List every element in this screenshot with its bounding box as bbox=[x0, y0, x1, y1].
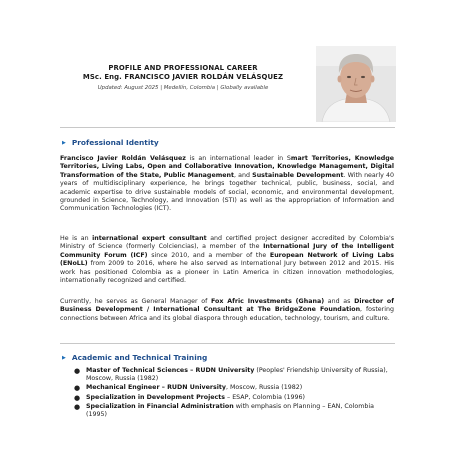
identity-paragraph-2 bbox=[60, 235, 394, 285]
portrait-image bbox=[316, 46, 396, 122]
document-header bbox=[48, 64, 318, 91]
bullet-dot-icon: ● bbox=[74, 367, 81, 375]
bullet-dot-icon: ● bbox=[74, 384, 81, 393]
bold-text-run: Master of Technical Sciences – RUDN University bbox=[86, 367, 255, 374]
triangle-right-icon: ▶ bbox=[62, 139, 66, 146]
text-run: and certified project designer accredited by Colombia's Ministry of Science (formerly Colciencias), a member of the bbox=[60, 235, 394, 251]
academic-list bbox=[74, 367, 394, 420]
text-run: and as bbox=[324, 298, 355, 305]
text-run: is an international leader in S bbox=[185, 155, 291, 162]
text-run: – ESAP, Colombia (1996) bbox=[225, 393, 305, 401]
bold-text-run: Director of Business Development / International Consultant at The BridgeZone Foundation bbox=[60, 298, 394, 314]
bold-text-run: Mechanical Engineer – RUDN University bbox=[86, 384, 226, 392]
bullet-dot-icon: ● bbox=[74, 393, 81, 402]
header-updated: Updated: August 2025 | Medellín, Colombia | Globally available bbox=[97, 85, 269, 91]
identity-paragraph-3 bbox=[60, 298, 394, 323]
bold-text-run: Specialization in Development Projects bbox=[86, 393, 226, 401]
bold-text-run: Fox Afric Investments (Ghana) bbox=[211, 298, 325, 305]
bold-text-run: Sustainable Development bbox=[252, 171, 344, 179]
list-item bbox=[74, 403, 394, 419]
triangle-right-icon: ▶ bbox=[62, 354, 66, 361]
bold-text-run: Francisco Javier Roldán Velásquez bbox=[60, 155, 186, 162]
list-item bbox=[74, 367, 394, 383]
identity-paragraph-1 bbox=[60, 155, 394, 214]
list-item bbox=[74, 384, 394, 392]
text-run: with emphasis on Planning – EAN, Colombia (1995) bbox=[86, 402, 374, 419]
divider bbox=[60, 343, 395, 344]
section-title-text: Academic and Technical Training bbox=[71, 353, 208, 362]
bold-text-run: European Network of Living Labs (ENoLL) bbox=[60, 251, 394, 268]
text-run: . With nearly 40 years of multidisciplinary experience, he brings together technical, public, business, social, and academic expertise to drive sustainable models of social, economic, and environmental development, grounded in Science, Technology, and Innovation (STI) as well as the appropriation of Information and Communication Technologies (ICT). bbox=[60, 171, 394, 213]
text-run: from 2009 to 2016, where he also served as International Jury between 2012 and 2015. His work has positioned Colombia as a pioneer in Latin America in citizen innovation methodologies, internationally recognized and certified. bbox=[60, 260, 394, 285]
text-run: , and bbox=[234, 171, 253, 179]
list-item bbox=[74, 394, 394, 402]
section-title-text: Professional Identity bbox=[71, 138, 159, 147]
bold-text-run: international expert consultant bbox=[92, 235, 207, 242]
bold-text-run: mart Territories, Knowledge Territories, Living Labs, Open and Collaborative Innovation, Knowledge Management, Digital Transformation of the State, Public Management bbox=[60, 155, 395, 179]
text-run: , Moscow, Russia (1982) bbox=[226, 384, 303, 392]
section-title-professional-identity bbox=[62, 138, 159, 147]
text-run: He is an bbox=[60, 235, 93, 242]
header-title: PROFILE AND PROFESSIONAL CAREER bbox=[108, 64, 258, 72]
text-run: , fostering connections between Africa and its global diaspora through education, technology, tourism, and culture. bbox=[60, 306, 394, 322]
bold-text-run: Specialization in Financial Administration bbox=[86, 402, 234, 410]
bold-text-run: International Jury of the Intelligent Community Forum (ICF) bbox=[60, 243, 394, 259]
bullet-dot-icon: ● bbox=[74, 402, 81, 411]
header-name: MSc. Eng. FRANCISCO JAVIER ROLDÁN VELÁSQUEZ bbox=[82, 73, 284, 81]
text-run: since 2010, and a member of the bbox=[147, 251, 270, 259]
text-run: (Peoples' Friendship University of Russia), Moscow, Russia (1982) bbox=[86, 367, 388, 383]
text-run: Currently, he serves as General Manager of bbox=[60, 298, 211, 305]
section-title-academic-training bbox=[62, 353, 207, 362]
divider bbox=[60, 127, 395, 128]
profile-photo bbox=[316, 46, 396, 122]
